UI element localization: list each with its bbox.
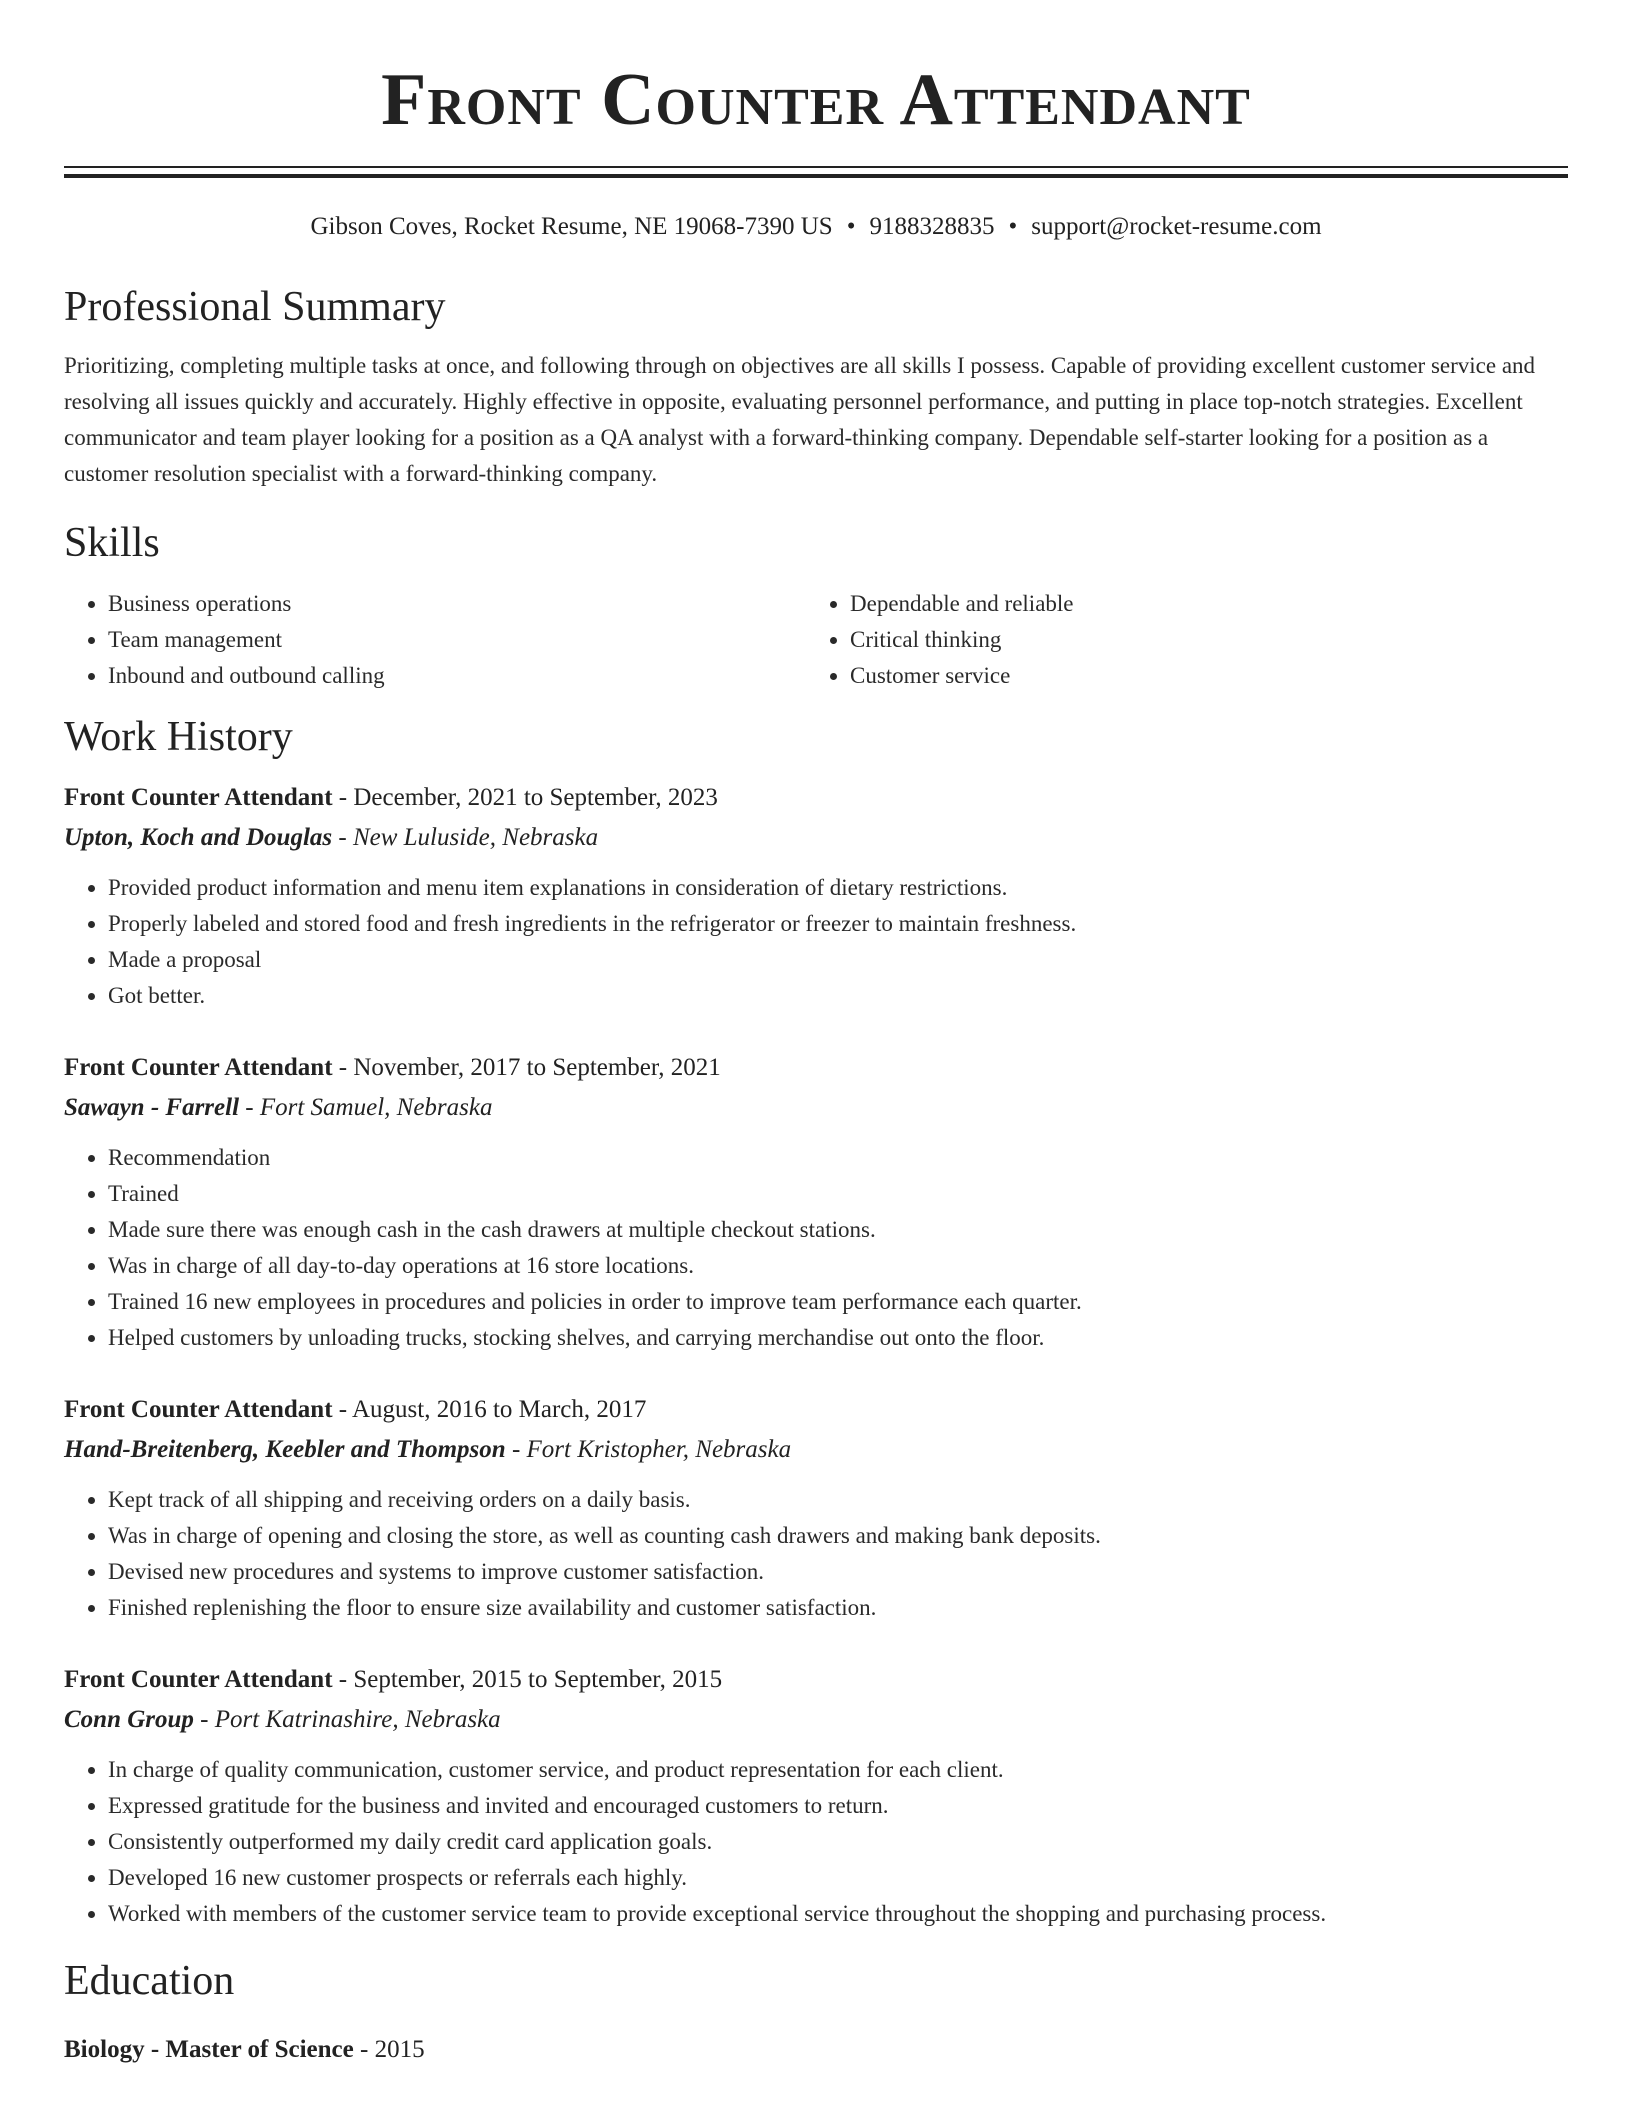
summary-heading: Professional Summary	[64, 284, 446, 330]
job-bullets	[64, 1752, 1568, 1932]
job-dash: -	[332, 1666, 354, 1693]
skills-column-left	[64, 586, 806, 694]
contact-phone: 9188328835	[869, 213, 995, 240]
job-entry	[64, 1048, 1568, 1356]
job-title-line	[64, 1048, 1568, 1088]
education-dash: -	[353, 2036, 375, 2063]
work-history-heading: Work History	[64, 714, 293, 760]
job-title-line	[64, 1390, 1568, 1430]
job-company-line	[64, 818, 1568, 858]
job-dash: -	[193, 1706, 215, 1733]
summary-text: Prioritizing, completing multiple tasks at once, and following through on objectives are all skills I possess. Capable of providing excellent customer service and resolving all issues quickly and accurately. Highly effective in opposite, evaluating personnel performance, and putting in place top-notch strategies. Excellent communicator and team player looking for a position as a QA analyst with a forward-thinking company. Dependable self-starter looking for a position as a customer resolution specialist with a forward-thinking company.	[64, 353, 1536, 486]
job-dates: September, 2015 to September, 2015	[353, 1666, 723, 1693]
job-bullet: • Worked with members of the customer service team to provide exceptional service throughout the shopping and purchasing process.	[108, 1896, 1568, 1932]
header-divider	[64, 166, 1568, 178]
skills-list	[64, 586, 1568, 694]
job-bullet: • In charge of quality communication, customer service, and product representation for each client.	[108, 1752, 1568, 1788]
job-entry	[64, 1390, 1568, 1626]
contact-email: support@rocket-resume.com	[1031, 213, 1322, 240]
education-heading: Education	[64, 1958, 235, 2004]
job-bullets	[64, 1140, 1568, 1356]
job-location: New Luluside, Nebraska	[352, 824, 599, 851]
job-company-line	[64, 1700, 1568, 1740]
job-bullet: • Consistently outperformed my daily credit card application goals.	[108, 1824, 1568, 1860]
job-dash: -	[332, 1054, 354, 1081]
job-bullet: • Made sure there was enough cash in the cash drawers at multiple checkout stations.	[108, 1212, 1568, 1248]
job-bullet: • Finished replenishing the floor to ensure size availability and customer satisfaction.	[108, 1590, 1568, 1626]
job-dash: -	[332, 824, 353, 851]
job-company: Conn Group	[64, 1706, 194, 1733]
job-dates: August, 2016 to March, 2017	[351, 1396, 647, 1423]
contact-separator: •	[846, 213, 856, 240]
job-role: Front Counter Attendant	[64, 1054, 333, 1081]
job-role: Front Counter Attendant	[64, 1396, 333, 1423]
job-bullet: • Got better.	[108, 978, 1568, 1014]
job-bullet: • Developed 16 new customer prospects or referrals each highly.	[108, 1860, 1568, 1896]
job-bullet: • Helped customers by unloading trucks, stocking shelves, and carrying merchandise out onto the floor.	[108, 1320, 1568, 1356]
job-location: Fort Kristopher, Nebraska	[526, 1436, 792, 1463]
job-dash: -	[332, 784, 354, 811]
contact-separator: •	[1008, 213, 1018, 240]
job-entry	[64, 778, 1568, 1014]
job-bullet: • Kept track of all shipping and receiving orders on a daily basis.	[108, 1482, 1568, 1518]
job-bullet: • Devised new procedures and systems to improve customer satisfaction.	[108, 1554, 1568, 1590]
job-bullet: • Trained 16 new employees in procedures and policies in order to improve team performance each quarter.	[108, 1284, 1568, 1320]
education-degree: Biology - Master of Science	[64, 2036, 354, 2063]
job-company-line	[64, 1430, 1568, 1470]
job-bullet: • Recommendation	[108, 1140, 1568, 1176]
job-company: Upton, Koch and Douglas	[64, 824, 333, 851]
skill-item: • Business operations	[108, 586, 806, 622]
job-bullets	[64, 870, 1568, 1014]
skills-heading: Skills	[64, 520, 160, 566]
skill-item: • Inbound and outbound calling	[108, 658, 806, 694]
job-bullets	[64, 1482, 1568, 1626]
job-company: Sawayn - Farrell	[64, 1094, 240, 1121]
job-title-line	[64, 1660, 1568, 1700]
job-bullet: • Trained	[108, 1176, 1568, 1212]
education-entry	[64, 2030, 1568, 2070]
job-bullet: • Was in charge of all day-to-day operations at 16 store locations.	[108, 1248, 1568, 1284]
job-bullet: • Expressed gratitude for the business and invited and encouraged customers to return.	[108, 1788, 1568, 1824]
job-role: Front Counter Attendant	[64, 1666, 333, 1693]
skills-column-right	[806, 586, 1548, 694]
job-dash: -	[239, 1094, 260, 1121]
job-bullet: • Was in charge of opening and closing the store, as well as counting cash drawers and making bank deposits.	[108, 1518, 1568, 1554]
skill-item: • Dependable and reliable	[850, 586, 1548, 622]
job-dash: -	[332, 1396, 352, 1423]
job-bullet: • Provided product information and menu item explanations in consideration of dietary restrictions.	[108, 870, 1568, 906]
job-entry	[64, 1660, 1568, 1932]
job-bullet: • Made a proposal	[108, 942, 1568, 978]
contact-address: Gibson Coves, Rocket Resume, NE 19068-7390 US	[310, 213, 833, 240]
job-role: Front Counter Attendant	[64, 784, 333, 811]
job-location: Port Katrinashire, Nebraska	[214, 1706, 501, 1733]
job-title-line	[64, 778, 1568, 818]
job-dates: November, 2017 to September, 2021	[353, 1054, 721, 1081]
job-dash: -	[505, 1436, 527, 1463]
job-company-line	[64, 1088, 1568, 1128]
job-dates: December, 2021 to September, 2023	[353, 784, 718, 811]
contact-line	[64, 212, 1568, 242]
resume-name: Front Counter Attendant	[381, 59, 1251, 141]
education-year: 2015	[374, 2036, 425, 2063]
job-bullet: • Properly labeled and stored food and fresh ingredients in the refrigerator or freezer to maintain freshness.	[108, 906, 1568, 942]
job-location: Fort Samuel, Nebraska	[259, 1094, 493, 1121]
skill-item: • Critical thinking	[850, 622, 1548, 658]
skill-item: • Team management	[108, 622, 806, 658]
job-company: Hand-Breitenberg, Keebler and Thompson	[64, 1436, 506, 1463]
skill-item: • Customer service	[850, 658, 1548, 694]
